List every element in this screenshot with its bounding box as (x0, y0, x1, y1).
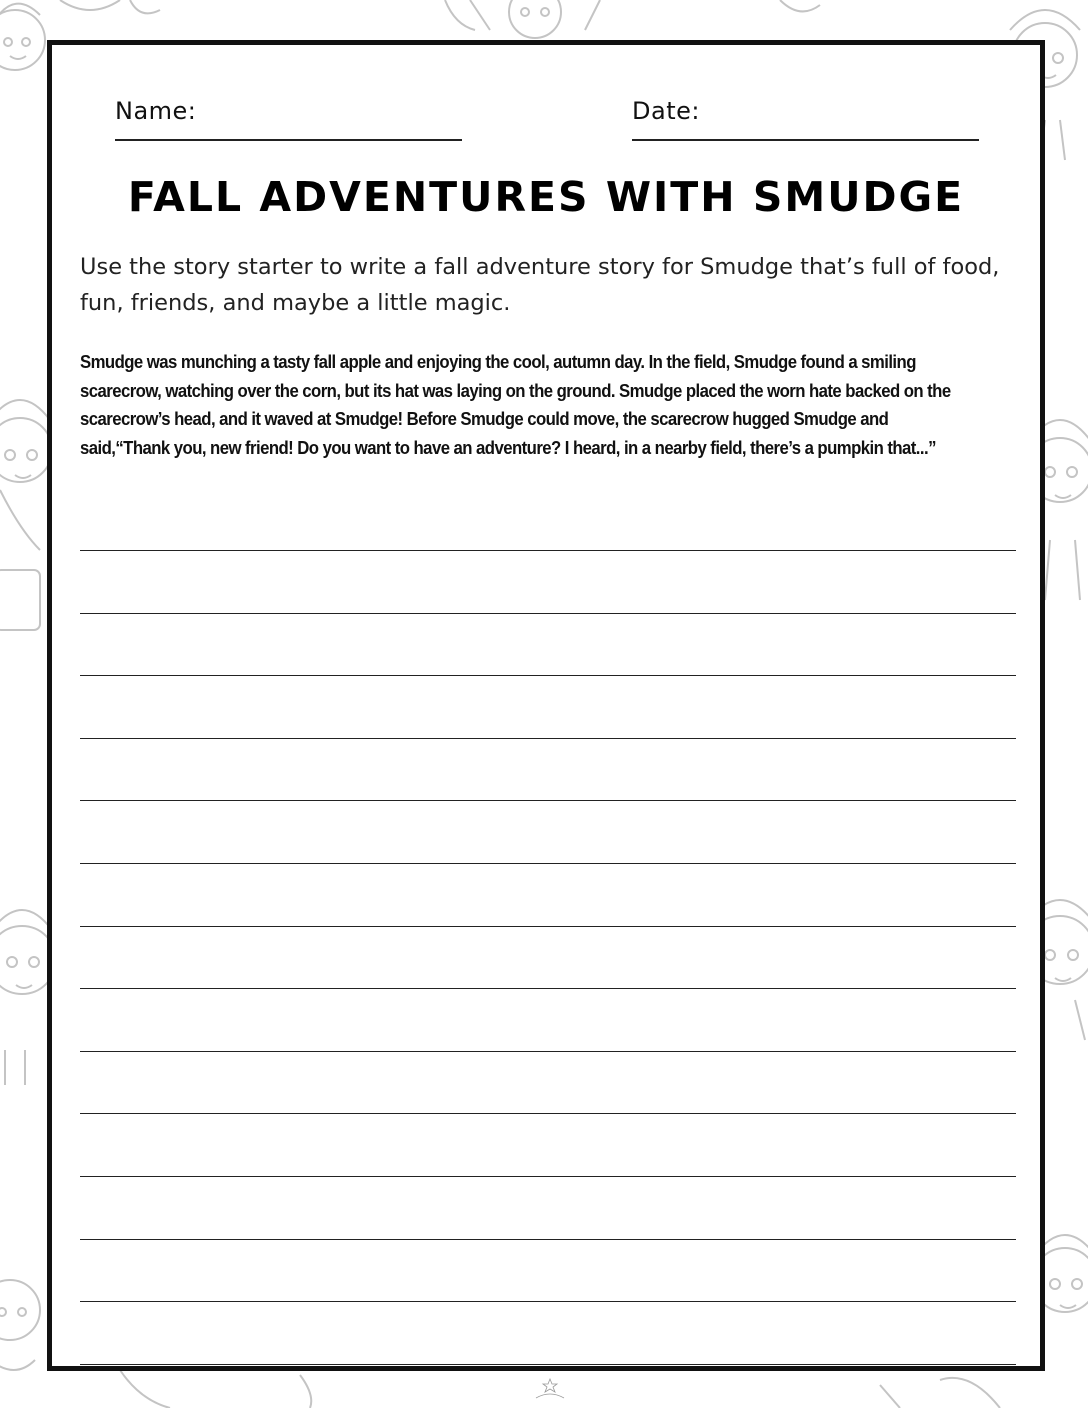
name-field[interactable] (115, 97, 462, 141)
character-doodle-icon (0, 1280, 40, 1370)
logo-mark-icon (530, 1378, 570, 1402)
writing-line[interactable] (80, 1051, 1016, 1052)
instructions-text: Use the story starter to write a fall adventure story for Smudge that’s full of food, fun, friends, and maybe a little magic. (80, 254, 1000, 316)
character-doodle-icon (470, 0, 600, 38)
writing-line[interactable] (80, 800, 1016, 801)
name-label: Name: (115, 97, 197, 125)
writing-line[interactable] (80, 550, 1016, 551)
writing-line[interactable] (80, 988, 1016, 989)
character-doodle-icon (0, 400, 52, 630)
writing-line[interactable] (80, 926, 1016, 927)
writing-line[interactable] (80, 863, 1016, 864)
writing-line[interactable] (80, 1239, 1016, 1240)
worksheet-frame (47, 40, 1045, 1371)
worksheet-title: FALL ADVENTURES WITH SMUDGE (127, 173, 965, 221)
character-doodle-icon (0, 4, 45, 70)
writing-line[interactable] (80, 1364, 1016, 1365)
date-field[interactable] (632, 97, 979, 141)
writing-line[interactable] (80, 613, 1016, 614)
date-label: Date: (632, 97, 700, 125)
brand-logo (530, 1378, 570, 1402)
story-starter-text: Smudge was munching a tasty fall apple and enjoying the cool, autumn day. In the field, Smudge found a smiling scarecrow, watching over the corn, but its hat was laying on the ground. Smudge placed the worn hate backed on the scarecrow’s head, and it waved at Smudge! Before Smudge could move, the scarecrow hugged Smudge and said,“Thank you, new friend! Do you want to have an adventure? I heard, in a nearby field, there’s a pumpkin that...” (80, 352, 951, 458)
writing-line[interactable] (80, 1301, 1016, 1302)
writing-line[interactable] (80, 738, 1016, 739)
writing-line[interactable] (80, 675, 1016, 676)
writing-line[interactable] (80, 1113, 1016, 1114)
writing-line[interactable] (80, 1176, 1016, 1177)
